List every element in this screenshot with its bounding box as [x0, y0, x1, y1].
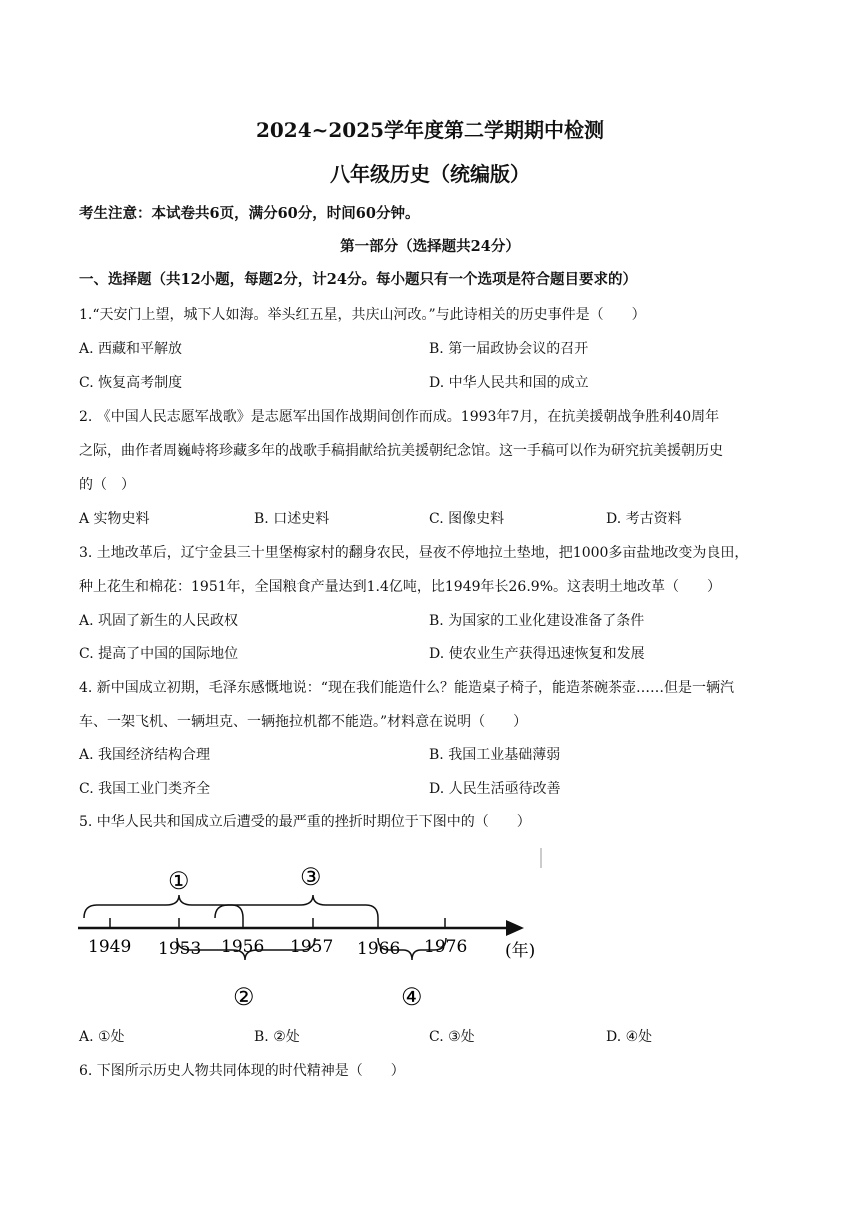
timeline-figure [0, 840, 860, 1020]
q3-stem-line2: 种上花生和棉花：1951年，全国粮食产量达到1.4亿吨，比1949年长26.9%。这表明土地改革（ ） [79, 579, 721, 595]
mark-4: ④ [401, 983, 423, 1011]
q3-stem-line1: 3. 土地改革后，辽宁金县三十里堡梅家村的翻身农民，昼夜不停地拉土垫地，把1000多亩盐地改变为良田， [79, 545, 749, 561]
mark-2: ② [233, 983, 255, 1011]
timeline-arrow [506, 920, 524, 936]
q4-stem-line2: 车、一架飞机、一辆坦克、一辆拖拉机都不能造。”材料意在说明（ ） [79, 714, 528, 730]
q3-option-a: A. 巩固了新生的人民政权 [79, 613, 239, 629]
q2-option-b: B. 口述史料 [254, 511, 330, 527]
q2-stem-line1: 2. 《中国人民志愿军战歌》是志愿军出国作战期间创作而成。1993年7月，在抗美援朝战争胜利40周年 [79, 409, 720, 425]
q4-option-c: C. 我国工业门类齐全 [79, 781, 211, 797]
exam-subtitle: 八年级历史（统编版） [330, 162, 530, 186]
year-label-1949: 1949 [88, 937, 132, 957]
q5-stem: 5. 中华人民共和国成立后遭受的最严重的挫折时期位于下图中的（ ） [79, 814, 531, 830]
q5-option-d: D. ④处 [606, 1029, 653, 1045]
q2-option-d: D. 考古资料 [606, 511, 682, 527]
q5-option-a: A. ①处 [79, 1029, 125, 1045]
mark-1: ① [168, 867, 190, 895]
q4-option-b: B. 我国工业基础薄弱 [429, 747, 561, 763]
mark-3: ③ [300, 863, 322, 891]
q1-stem: 1.“天安门上望，城下人如海。举头红五星，共庆山河改。”与此诗相关的历史事件是（ ） [79, 307, 646, 323]
q4-option-d: D. 人民生活亟待改善 [429, 781, 561, 797]
q3-option-d: D. 使农业生产获得迅速恢复和发展 [429, 646, 645, 662]
q1-option-c: C. 恢复高考制度 [79, 375, 183, 391]
q5-option-c: C. ③处 [429, 1029, 475, 1045]
q2-stem-line3: 的（ ） [79, 477, 135, 493]
q3-option-c: C. 提高了中国的国际地位 [79, 646, 239, 662]
exam-title: 2024~2025学年度第二学期期中检测 [255, 118, 605, 142]
year-label-1966: 1966 [357, 939, 401, 959]
year-label-1956: 1956 [221, 937, 265, 957]
q6-stem: 6. 下图所示历史人物共同体现的时代精神是（ ） [79, 1063, 405, 1079]
q2-option-a: A 实物史料 [79, 511, 150, 527]
q4-stem-line1: 4. 新中国成立初期，毛泽东感慨地说：“现在我们能造什么？能造桌子椅子，能造茶碗茶壶……但是一辆汽 [79, 680, 734, 696]
exam-notice: 考生注意：本试卷共6页，满分60分，时间60分钟。 [79, 205, 420, 222]
q1-option-a: A. 西藏和平解放 [79, 341, 183, 357]
q2-option-c: C. 图像史料 [429, 511, 505, 527]
year-label-1976: 1976 [424, 937, 468, 957]
q3-option-b: B. 为国家的工业化建设准备了条件 [429, 613, 645, 629]
q1-option-b: B. 第一届政协会议的召开 [429, 341, 589, 357]
q4-option-a: A. 我国经济结构合理 [79, 747, 211, 763]
year-label-1953: 1953 [158, 939, 202, 959]
q1-option-d: D. 中华人民共和国的成立 [429, 375, 589, 391]
q2-stem-line2: 之际，曲作者周巍峙将珍藏多年的战歌手稿捐献给抗美援朝纪念馆。这一手稿可以作为研究抗美援朝历史 [79, 443, 723, 459]
section-heading: 一、选择题（共12小题，每题2分，计24分。每小题只有一个选项是符合题目要求的） [79, 271, 637, 288]
part-heading: 第一部分（选择题共24分） [340, 238, 520, 255]
year-label-1957: 1957 [290, 937, 334, 957]
q5-option-b: B. ②处 [254, 1029, 300, 1045]
unit-label: (年) [505, 941, 536, 961]
